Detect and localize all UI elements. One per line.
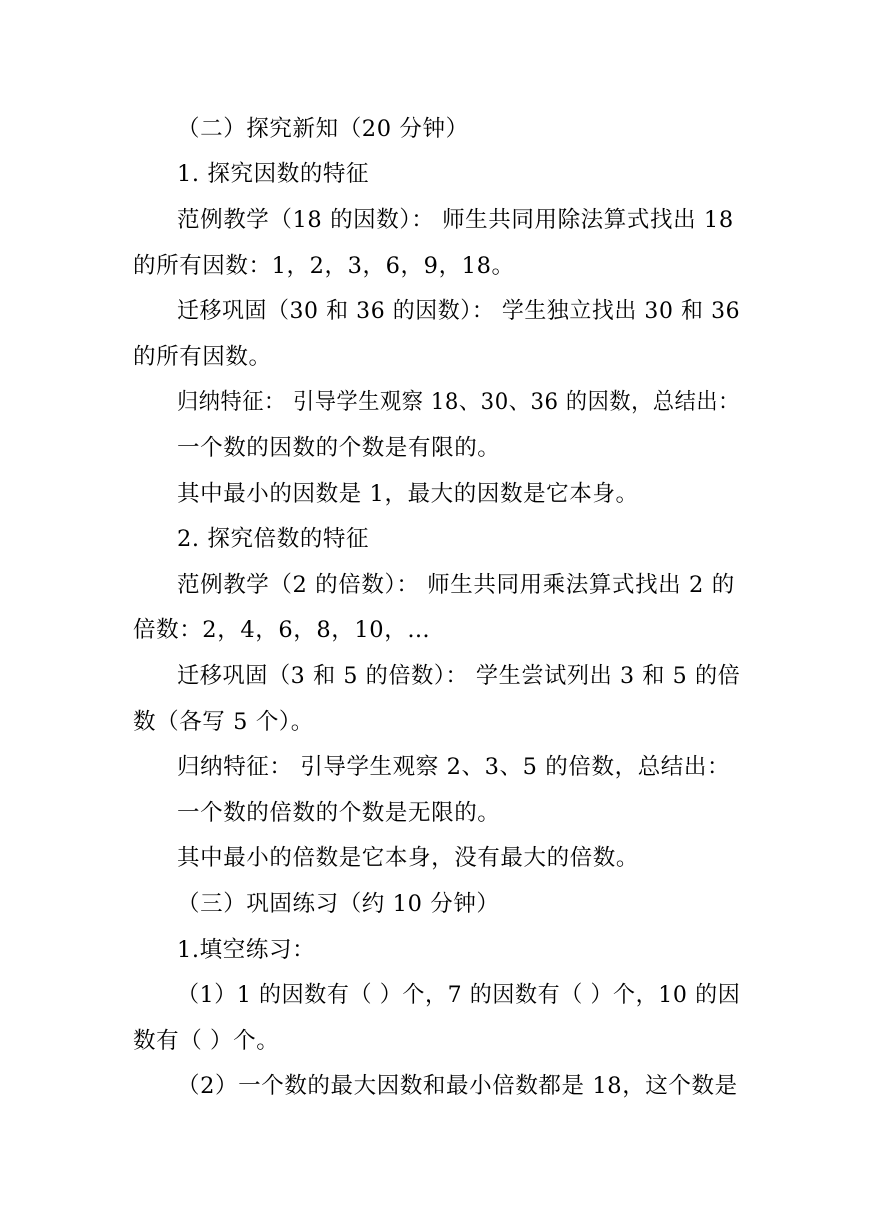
paragraph-line: 数（各写 5 个）。 (133, 709, 314, 735)
exercise-item: 数有（ ）个。 (133, 1028, 280, 1054)
paragraph-line: 迁移巩固（30 和 36 的因数）： 学生独立找出 30 和 36 (177, 298, 741, 324)
paragraph-line: 倍数：2，4，6，8，10，… (133, 617, 431, 643)
paragraph-line: 范例教学（18 的因数）： 师生共同用除法算式找出 18 (177, 207, 734, 233)
exercise-item: （1）1 的因数有（ ）个，7 的因数有（ ）个，10 的因 (177, 982, 741, 1008)
section-heading-practice: （三）巩固练习（约 10 分钟） (177, 891, 500, 917)
paragraph-line: 其中最小的因数是 1，最大的因数是它本身。 (177, 481, 639, 507)
paragraph-line: 的所有因数：1，2，3，6，9，18。 (133, 253, 515, 279)
paragraph-line: 范例教学（2 的倍数）： 师生共同用乘法算式找出 2 的 (177, 572, 735, 598)
paragraph-line: 一个数的倍数的个数是无限的。 (177, 800, 501, 826)
exercise-item: （2）一个数的最大因数和最小倍数都是 18，这个数是 (177, 1073, 738, 1099)
paragraph-line: 一个数的因数的个数是有限的。 (177, 435, 501, 461)
paragraph-line: 迁移巩固（3 和 5 的倍数）： 学生尝试列出 3 和 5 的倍 (177, 663, 741, 689)
exercise-heading: 1.填空练习： (177, 937, 316, 963)
subheading-multiple-features: 2. 探究倍数的特征 (177, 526, 370, 552)
paragraph-line: 归纳特征： 引导学生观察 2、3、5 的倍数，总结出： (177, 754, 731, 780)
paragraph-line: 其中最小的倍数是它本身，没有最大的倍数。 (177, 845, 640, 871)
section-heading-explore: （二）探究新知（20 分钟） (177, 116, 469, 142)
subheading-factor-features: 1. 探究因数的特征 (177, 161, 370, 187)
paragraph-line: 的所有因数。 (133, 344, 272, 370)
paragraph-line: 归纳特征： 引导学生观察 18、30、36 的因数，总结出： (177, 389, 740, 415)
